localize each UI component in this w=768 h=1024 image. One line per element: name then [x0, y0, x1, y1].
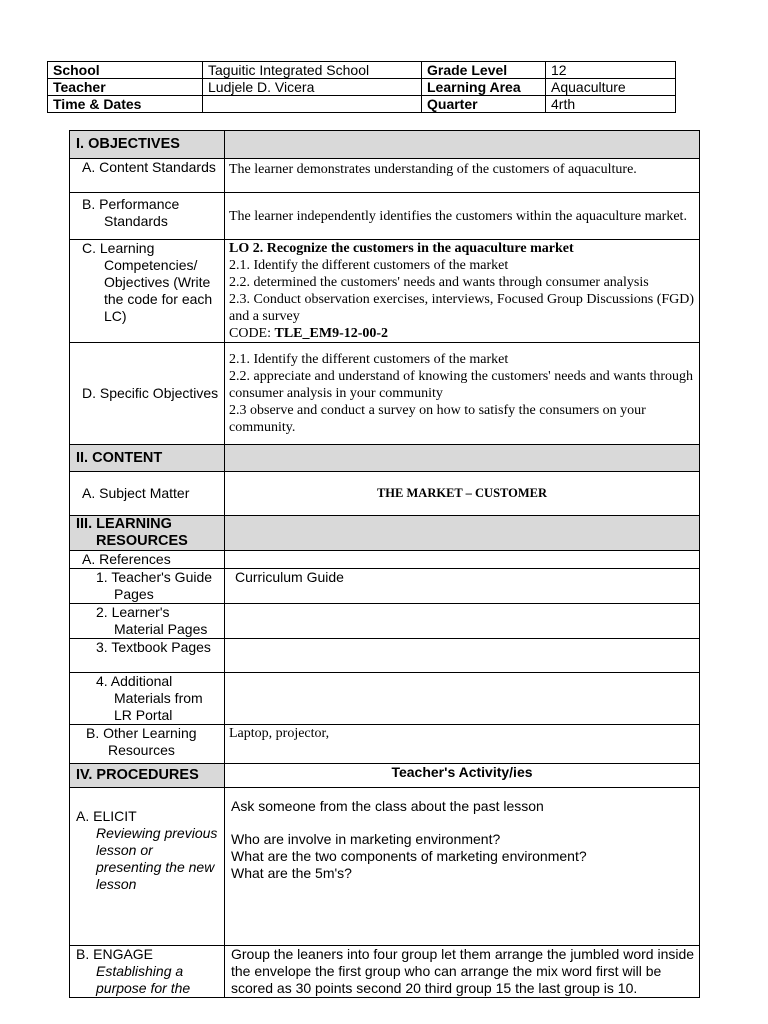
elicit-line: What are the two components of marketing environment? [231, 848, 587, 864]
learning-area-label: Learning Area [422, 79, 546, 96]
content-header-row [70, 445, 700, 472]
objectives-header-blank [225, 131, 700, 159]
other-resources-value: Laptop, projector, [225, 725, 700, 764]
references-value [225, 551, 700, 569]
grade-level-label: Grade Level [422, 62, 546, 79]
textbook-label: 3. Textbook Pages [70, 639, 225, 673]
teachers-activity-header: Teacher's Activity/ies [225, 764, 700, 788]
elicit-label: A. ELICIT [76, 808, 137, 824]
competencies-row [70, 240, 700, 343]
grade-level-value: 12 [546, 62, 676, 79]
learning-area-value: Aquaculture [546, 79, 676, 96]
competencies-cell [225, 240, 700, 343]
elicit-line: Who are involve in marketing environment? [231, 831, 501, 847]
code-value: TLE_EM9-12-00-2 [274, 326, 389, 341]
header-info-table [47, 61, 676, 113]
references-label: A. References [70, 551, 225, 569]
time-dates-value [203, 96, 422, 113]
resources-header-row [70, 516, 700, 551]
specific-objectives-label: D. Specific Objectives [70, 343, 225, 445]
procedures-title: IV. PROCEDURES [70, 764, 225, 788]
quarter-label: Quarter [422, 96, 546, 113]
school-value: Taguitic Integrated School [203, 62, 422, 79]
elicit-line: What are the 5m's? [231, 865, 352, 881]
code-label: CODE: [229, 326, 275, 341]
elicit-activity-cell [225, 788, 700, 946]
subject-matter-row [70, 472, 700, 516]
spacer [231, 815, 695, 831]
specific-objectives-row [70, 343, 700, 445]
learners-material-value [225, 604, 700, 639]
so-item: 2.3 observe and conduct a survey on how to satisfy the consumers on your community. [229, 403, 646, 435]
other-resources-label: B. Other Learning Resources [70, 725, 225, 764]
content-standards-row [70, 159, 700, 193]
time-dates-label: Time & Dates [48, 96, 203, 113]
performance-standards-row [70, 193, 700, 240]
header-row-teacher [48, 79, 676, 96]
additional-materials-value [225, 673, 700, 725]
content-header-blank [225, 445, 700, 472]
engage-activity-text: Group the leaners into four group let them arrange the jumbled word inside the envelope the first group who can arrange the mix word first will be scored as 30 points second 20 third group 15 the last group is 10. [225, 946, 700, 998]
teacher-label: Teacher [48, 79, 203, 96]
textbook-value [225, 639, 700, 673]
quarter-value: 4rth [546, 96, 676, 113]
header-row-time [48, 96, 676, 113]
lesson-plan-table [69, 130, 700, 998]
objectives-header-row [70, 131, 700, 159]
teacher-value: Ludjele D. Vicera [203, 79, 422, 96]
performance-standards-label: B. Performance Standards [70, 193, 225, 240]
other-resources-row [70, 725, 700, 764]
lc-item: 2.2. determined the customers' needs and wants through consumer analysis [229, 275, 649, 290]
engage-row [70, 946, 700, 998]
references-row [70, 551, 700, 569]
lc-item: 2.1. Identify the different customers of the market [229, 258, 509, 273]
subject-matter-value: THE MARKET – CUSTOMER [225, 472, 700, 516]
learners-material-label: 2. Learner's Material Pages [70, 604, 225, 639]
additional-materials-row [70, 673, 700, 725]
elicit-description: Reviewing previous lesson or presenting the new lesson [96, 825, 218, 892]
additional-materials-label: 4. Additional Materials from LR Portal [70, 673, 225, 725]
competencies-label: C. Learning Competencies/ Objectives (Write the code for each LC) [70, 240, 225, 343]
elicit-cell [70, 788, 225, 946]
teachers-guide-label: 1. Teacher's Guide Pages [70, 569, 225, 604]
content-title: II. CONTENT [70, 445, 225, 472]
procedures-header-row [70, 764, 700, 788]
objectives-title: I. OBJECTIVES [70, 131, 225, 159]
subject-matter-label: A. Subject Matter [70, 472, 225, 516]
content-standards-text: The learner demonstrates understanding of the customers of aquaculture. [225, 159, 700, 193]
lo-title: LO 2. Recognize the customers in the aquaculture market [229, 241, 574, 256]
engage-label: B. ENGAGE [76, 946, 154, 962]
lc-code [229, 325, 695, 342]
resources-title: III. LEARNING RESOURCES [70, 516, 225, 551]
lc-item: 2.3. Conduct observation exercises, interviews, Focused Group Discussions (FGD) and a survey [229, 292, 695, 324]
so-item: 2.2. appreciate and understand of knowing the customers' needs and wants through consumer analysis in your community [229, 369, 694, 401]
elicit-row [70, 788, 700, 946]
engage-cell [70, 946, 225, 998]
specific-objectives-cell [225, 343, 700, 445]
elicit-line: Ask someone from the class about the past lesson [231, 798, 544, 814]
teachers-guide-row [70, 569, 700, 604]
resources-header-blank [225, 516, 700, 551]
teachers-guide-value: Curriculum Guide [225, 569, 700, 604]
header-row-school [48, 62, 676, 79]
performance-standards-text: The learner independently identifies the customers within the aquaculture market. [225, 193, 700, 240]
school-label: School [48, 62, 203, 79]
so-item: 2.1. Identify the different customers of the market [229, 352, 509, 367]
content-standards-label: A. Content Standards [70, 159, 225, 193]
textbook-row [70, 639, 700, 673]
engage-description: Establishing a purpose for the [96, 963, 191, 996]
learners-material-row [70, 604, 700, 639]
